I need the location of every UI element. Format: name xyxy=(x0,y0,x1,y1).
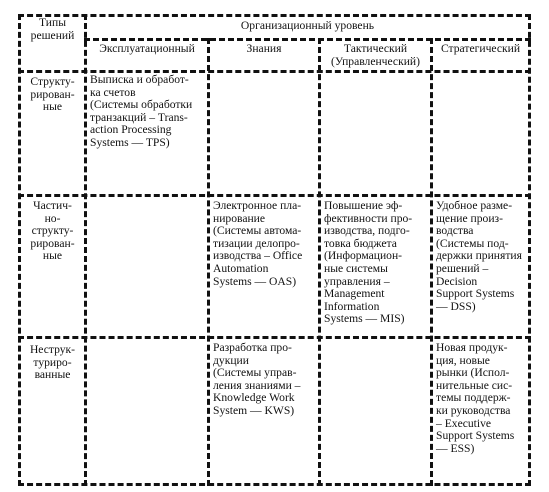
row-label-semistructured: Частич- но- структу- рирован- ные xyxy=(30,199,75,263)
row-label-unstructured: Неструк- туриро- ванные xyxy=(29,343,76,382)
decision-types-table xyxy=(18,14,531,486)
level-operational: Эксплуатационный xyxy=(99,42,195,55)
row-label-structured: Структу- рирован- ные xyxy=(30,75,75,114)
cell-unstructured-knowledge: Разработка про- дукции (Системы управ- ления знаниями – Knowledge Work System — KWS) xyxy=(213,341,301,417)
border-header-split xyxy=(84,38,531,41)
border-col2 xyxy=(207,38,210,486)
org-level-header: Организационный уровень xyxy=(240,19,375,32)
level-tactical: Тактический (Управленческий) xyxy=(331,42,420,68)
border-row1-bottom xyxy=(18,194,531,197)
cell-structured-operational: Выписка и обработ- ка счетов (Системы обработки транзакций – Trans- action Processing Systems — TPS) xyxy=(90,73,193,149)
border-col1 xyxy=(84,14,87,486)
cell-semistructured-knowledge: Электронное пла- нирование (Системы автома- тизации делопро- изводства – Office Automation Systems — OAS) xyxy=(213,199,303,288)
border-row2-bottom xyxy=(18,336,531,339)
border-right xyxy=(528,14,531,486)
types-header: Типы решений xyxy=(30,16,75,42)
level-strategic: Стратегический xyxy=(440,42,521,55)
border-bottom xyxy=(18,483,531,486)
border-col4 xyxy=(430,38,433,486)
border-col3 xyxy=(318,38,321,486)
cell-semistructured-tactical: Повышение эф- фективности про- изводства, подго- товка бюджета (Информацион- ные системы управления – Management Information Systems — MIS) xyxy=(324,199,413,326)
cell-semistructured-strategic: Удобное разме- щение произ- водства (Системы под- держки принятия решений – Decision Support Systems — DSS) xyxy=(436,199,522,313)
cell-unstructured-strategic: Новая продук- ция, новые рынки (Испол- нительные сис- темы поддерж- ки руководства – Executive Support Systems — ESS) xyxy=(436,341,515,455)
border-top xyxy=(18,14,531,17)
level-knowledge: Знания xyxy=(246,42,282,55)
